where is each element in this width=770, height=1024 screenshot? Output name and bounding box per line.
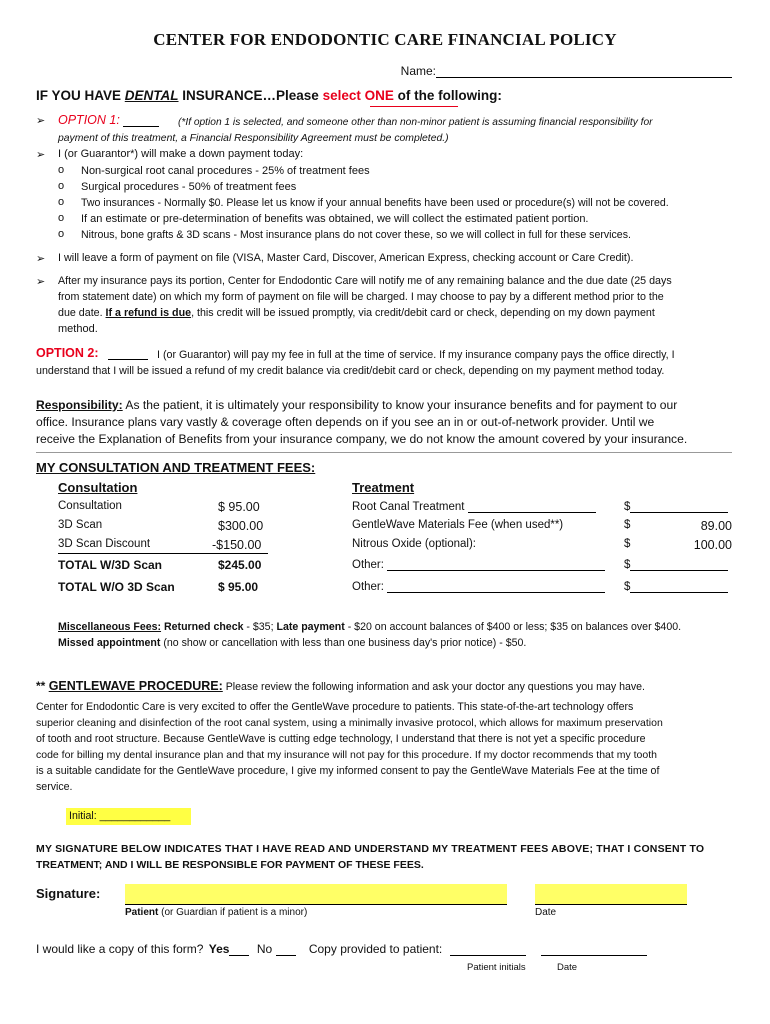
insurance-heading: IF YOU HAVE DENTAL INSURANCE…Please select ONE of the following: [36,88,502,103]
misc-fees-line1: Miscellaneous Fees: Returned check - $35; Late payment - $20 on account balances of $400 or less; $35 on balances over $400. [58,621,682,633]
treatment-dollar[interactable]: $ [624,558,728,571]
gentlewave-text: superior cleaning and disinfection of the root canal system, using a minimally invasive protocol, which allows for maximum preservation [36,717,663,729]
option1-label: OPTION 1: [58,113,120,127]
down-payment-item: Two insurances - Normally $0. Please let us know if your annual benefits have been used or procedure(s) will not be covered. [81,197,669,209]
arrow-bullet-icon: ➢ [36,253,46,265]
down-payment-text: I (or Guarantor*) will make a down payment today: [58,148,304,160]
divider [36,452,732,453]
consultation-label: 3D Scan [58,519,103,531]
yes-blank[interactable] [229,945,249,956]
total-label: TOTAL W/3D Scan [58,558,163,572]
treatment-row: Nitrous Oxide (optional): [352,538,476,550]
option2-text-2: understand that I will be issued a refund of my credit balance via credit/debit card or check, depending on my payment method today. [36,365,665,377]
after-insurance-line1: After my insurance pays its portion, Center for Endodontic Care will notify me of any remaining balance and the due date (25 days [58,275,672,287]
option1-row [58,113,159,127]
after-insurance-line4: method. [58,323,98,335]
fees-heading: MY CONSULTATION AND TREATMENT FEES: [36,460,316,475]
option1-blank[interactable] [123,114,159,127]
gentlewave-heading: GENTLEWAVE PROCEDURE: [48,679,223,693]
treatment-heading: Treatment [352,480,415,495]
patient-caption: Patient (or Guardian if patient is a minor) [125,907,308,918]
total-value: $ 95.00 [218,580,259,594]
treatment-dollar[interactable]: $ [624,580,728,593]
circle-bullet-icon: o [58,180,65,192]
gentlewave-text: Center for Endodontic Care is very excited to offer the GentleWave procedure to patients. This state-of-the-art technology offers [36,701,634,713]
down-payment-item: Non-surgical root canal procedures - 25% of treatment fees [81,165,370,177]
treatment-dollar: $ [624,538,631,550]
responsibility-line3: receive the Explanation of Benefits from your insurance company, we do not know the amount covered by your insurance. [36,432,688,446]
responsibility-label: Responsibility: [36,398,123,412]
consultation-label: Consultation [58,500,122,512]
option2-blank[interactable] [108,347,148,360]
treatment-row: Other: [352,558,605,571]
gentlewave-text: service. [36,781,73,793]
responsibility-line2: office. Insurance plans vary vastly & coverage often depends on if you see an in or out-of-network provider. Until we [36,415,655,429]
treatment-value: 100.00 [693,538,732,552]
no-blank[interactable] [276,945,296,956]
circle-bullet-icon: o [58,212,65,224]
treatment-row: GentleWave Materials Fee (when used**) [352,519,564,531]
consultation-value: $ 95.00 [218,500,260,514]
subtotal-line [58,553,268,554]
date-caption: Date [535,907,557,918]
option2-label: OPTION 2: [36,346,99,360]
circle-bullet-icon: o [58,228,65,240]
treatment-dollar[interactable]: $ [624,500,728,513]
name-field[interactable] [401,64,732,78]
treatment-value: 89.00 [700,519,732,533]
page-title: CENTER FOR ENDODONTIC CARE FINANCIAL POLICY [153,30,617,49]
gentlewave-text: of tooth and root structure. Because GentleWave is cutting edge technology, I understand that there is not yet a specific procedure [36,733,646,745]
copy-date-blank[interactable] [541,945,647,956]
gentlewave-text: is a suitable candidate for the GentleWave procedure, I give my informed consent to pay the GentleWave Materials Fee at the time of [36,765,660,777]
signature-label: Signature: [36,886,101,901]
option2-row [36,346,148,360]
after-insurance-line2: from statement date) on which my form of payment on file will be charged. I may choose to pay by a different method prior to the [58,291,664,303]
treatment-row: Other: [352,580,605,593]
option1-note-1: (*If option 1 is selected, and someone other than non-minor patient is assuming financial responsibility for [178,117,653,128]
gentlewave-text: code for billing my dental insurance plan and that my insurance will not pay for this procedure. If my doctor recommends that my tooth [36,749,657,761]
copy-question-row: I would like a copy of this form? Yes No Copy provided to patient: [36,942,647,956]
total-label: TOTAL W/O 3D Scan [58,580,175,594]
total-value: $245.00 [218,558,262,572]
down-payment-item: Nitrous, bone grafts & 3D scans - Most insurance plans do not cover these, so we will collect in full for these services. [81,229,631,241]
down-payment-item: Surgical procedures - 50% of treatment fees [81,181,297,193]
option2-text-1: I (or Guarantor) will pay my fee in full at the time of service. If my insurance company pays the office directly, I [157,349,675,361]
consultation-value: -$150.00 [212,538,262,552]
after-insurance-line3: due date. If a refund is due, this credit will be issued promptly, via credit/debit card or check, depending on my down payment [58,307,655,319]
responsibility-line1: Responsibility: As the patient, it is ultimately your responsibility to know your insurance benefits and for payment to our [36,398,678,412]
arrow-bullet-icon: ➢ [36,149,46,161]
circle-bullet-icon: o [58,196,65,208]
option1-note-2: payment of this treatment, a Financial Responsibility Agreement must be completed.) [58,133,449,144]
consultation-value: $300.00 [218,519,264,533]
treatment-dollar: $ [624,519,631,531]
copy-date-caption: Date [557,962,578,973]
signature-statement-2: TREATMENT; AND I WILL BE RESPONSIBLE FOR PAYMENT OF THESE FEES. [36,859,424,871]
consultation-heading: Consultation [58,480,138,495]
patient-initials-caption: Patient initials [467,962,526,973]
select-one-text: select ONE [322,88,394,103]
initial-field[interactable]: Initial: ____________ [66,808,191,825]
name-blank[interactable] [436,65,732,78]
circle-bullet-icon: o [58,164,65,176]
signature-statement-1: MY SIGNATURE BELOW INDICATES THAT I HAVE READ AND UNDERSTAND MY TREATMENT FEES ABOVE; THAT I CONSENT TO [36,843,705,855]
treatment-row: Root Canal Treatment [352,500,596,513]
down-payment-item: If an estimate or pre-determination of benefits was obtained, we will collect the estimated patient portion. [81,213,589,225]
card-on-file-text: I will leave a form of payment on file (VISA, Master Card, Discover, American Express, checking account or Care Credit). [58,252,634,264]
arrow-bullet-icon: ➢ [36,276,46,288]
signature-date-field[interactable] [535,884,687,905]
copy-initials-blank[interactable] [450,945,526,956]
arrow-bullet-icon: ➢ [36,115,46,127]
gentlewave-heading-row: ** GENTLEWAVE PROCEDURE: Please review the following information and ask your doctor any questions you may have. [36,679,645,693]
signature-field[interactable] [125,884,507,905]
consultation-label: 3D Scan Discount [58,538,151,550]
name-label: Name: [400,64,436,78]
misc-fees-line2: Missed appointment (no show or cancellation with less than one business day's prior notice) - $50. [58,637,527,649]
